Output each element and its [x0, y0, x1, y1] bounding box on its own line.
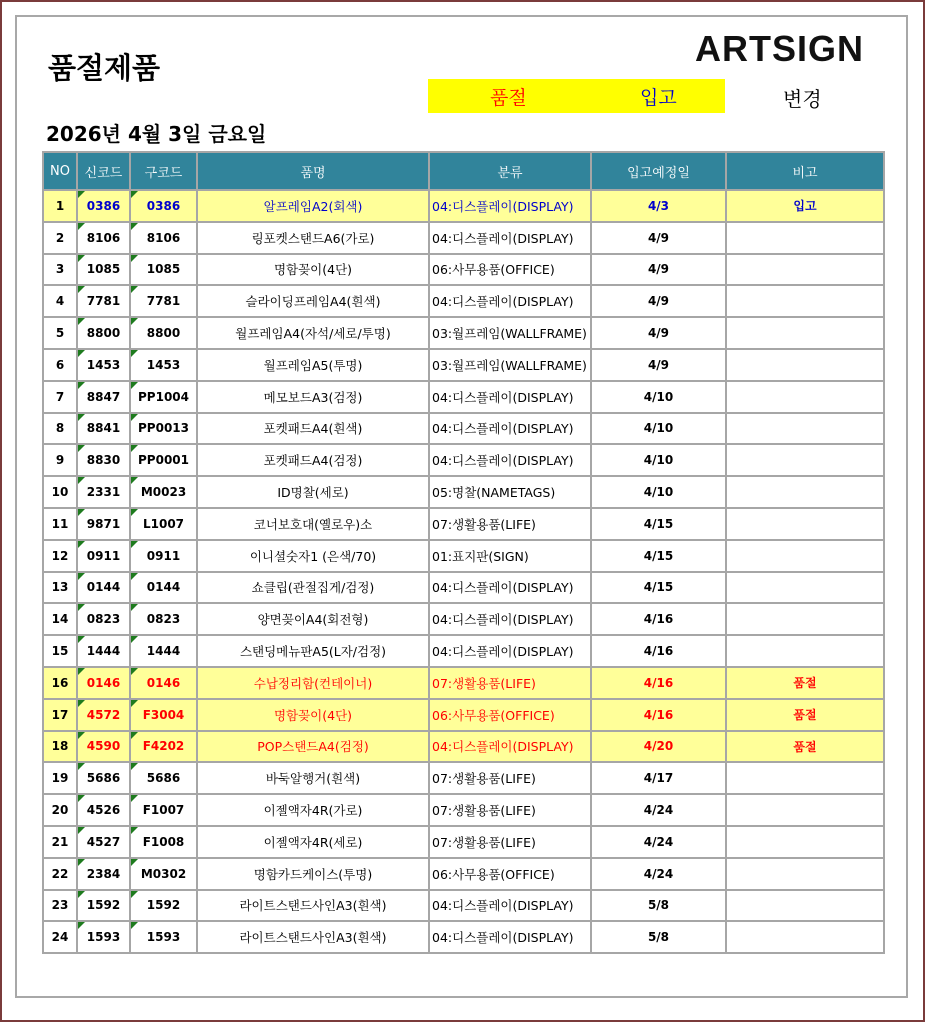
row-number[interactable]: 8: [43, 413, 77, 445]
category-cell[interactable]: 04:디스플레이(DISPLAY): [429, 381, 591, 413]
new-code-cell[interactable]: 4590: [77, 731, 130, 763]
restock-date-cell[interactable]: 4/10: [591, 444, 726, 476]
new-code-cell[interactable]: 4572: [77, 699, 130, 731]
restock-date-cell[interactable]: 4/10: [591, 476, 726, 508]
new-code-cell[interactable]: 0386: [77, 190, 130, 222]
restock-date-cell[interactable]: 4/20: [591, 731, 726, 763]
row-number[interactable]: 10: [43, 476, 77, 508]
category-cell[interactable]: 07:생활용품(LIFE): [429, 826, 591, 858]
restock-date-cell[interactable]: 4/24: [591, 826, 726, 858]
column-header-note[interactable]: 비고: [726, 152, 884, 190]
product-name-cell[interactable]: 메모보드A3(검정): [197, 381, 429, 413]
old-code-cell[interactable]: 8106: [130, 222, 197, 254]
row-number[interactable]: 4: [43, 285, 77, 317]
row-number[interactable]: 20: [43, 794, 77, 826]
restock-date-cell[interactable]: 4/16: [591, 667, 726, 699]
table-row: [43, 699, 884, 731]
new-code-cell[interactable]: 8841: [77, 413, 130, 445]
old-code-cell[interactable]: 1444: [130, 635, 197, 667]
table-row: [43, 222, 884, 254]
restock-date-cell[interactable]: 4/9: [591, 222, 726, 254]
table-row: [43, 285, 884, 317]
row-number[interactable]: 12: [43, 540, 77, 572]
product-name-cell[interactable]: 포켓패드A4(검정): [197, 444, 429, 476]
table-row: [43, 667, 884, 699]
category-cell[interactable]: 06:사무용품(OFFICE): [429, 254, 591, 286]
table-row: [43, 381, 884, 413]
page-title: 품절제품: [48, 51, 161, 85]
old-code-cell[interactable]: F3004: [130, 699, 197, 731]
category-cell[interactable]: 04:디스플레이(DISPLAY): [429, 921, 591, 953]
product-name-cell[interactable]: ID명찰(세로): [197, 476, 429, 508]
category-cell[interactable]: 03:월프레임(WALLFRAME): [429, 317, 591, 349]
product-name-cell[interactable]: 이젤액자4R(가로): [197, 794, 429, 826]
category-cell[interactable]: 06:사무용품(OFFICE): [429, 699, 591, 731]
note-cell[interactable]: 입고: [726, 190, 884, 222]
note-cell[interactable]: [726, 222, 884, 254]
old-code-cell[interactable]: 0386: [130, 190, 197, 222]
table-row: [43, 508, 884, 540]
row-number[interactable]: 2: [43, 222, 77, 254]
new-code-cell[interactable]: 1085: [77, 254, 130, 286]
legend-soldout: 품절: [428, 79, 671, 113]
old-code-cell[interactable]: 1085: [130, 254, 197, 286]
restock-date-cell[interactable]: 5/8: [591, 890, 726, 922]
row-number[interactable]: 15: [43, 635, 77, 667]
note-cell[interactable]: [726, 349, 884, 381]
row-number[interactable]: 14: [43, 603, 77, 635]
new-code-cell[interactable]: 7781: [77, 285, 130, 317]
old-code-cell[interactable]: M0023: [130, 476, 197, 508]
new-code-cell[interactable]: 8830: [77, 444, 130, 476]
row-number[interactable]: 21: [43, 826, 77, 858]
note-cell[interactable]: [726, 444, 884, 476]
restock-date-cell[interactable]: 4/9: [591, 254, 726, 286]
product-name-cell[interactable]: 링포켓스탠드A6(가로): [197, 222, 429, 254]
note-cell[interactable]: [726, 476, 884, 508]
category-cell[interactable]: 04:디스플레이(DISPLAY): [429, 444, 591, 476]
product-name-cell[interactable]: 양면꽂이A4(회전형): [197, 603, 429, 635]
restock-date-cell[interactable]: 4/17: [591, 762, 726, 794]
row-number[interactable]: 13: [43, 572, 77, 604]
row-number[interactable]: 19: [43, 762, 77, 794]
legend-change-label: 변경: [783, 87, 822, 111]
category-cell[interactable]: 04:디스플레이(DISPLAY): [429, 222, 591, 254]
table-row: [43, 762, 884, 794]
product-name-cell[interactable]: 쇼클립(관절집게/검정): [197, 572, 429, 604]
product-name-cell[interactable]: 스탠딩메뉴판A5(L자/검정): [197, 635, 429, 667]
note-cell[interactable]: [726, 921, 884, 953]
table-row: [43, 635, 884, 667]
restock-date-cell[interactable]: 4/15: [591, 572, 726, 604]
product-name-cell[interactable]: 라이트스탠드사인A3(흰색): [197, 921, 429, 953]
column-header-category[interactable]: 분류: [429, 152, 591, 190]
old-code-cell[interactable]: M0302: [130, 858, 197, 890]
row-number[interactable]: 6: [43, 349, 77, 381]
old-code-cell[interactable]: 0144: [130, 572, 197, 604]
product-name-cell[interactable]: 명함꽂이(4단): [197, 699, 429, 731]
table-row: [43, 317, 884, 349]
old-code-cell[interactable]: 0146: [130, 667, 197, 699]
note-cell[interactable]: 품절: [726, 731, 884, 763]
new-code-cell[interactable]: 0146: [77, 667, 130, 699]
new-code-cell[interactable]: 5686: [77, 762, 130, 794]
table-row: [43, 254, 884, 286]
old-code-cell[interactable]: L1007: [130, 508, 197, 540]
new-code-cell[interactable]: 1593: [77, 921, 130, 953]
old-code-cell[interactable]: PP1004: [130, 381, 197, 413]
old-code-cell[interactable]: F4202: [130, 731, 197, 763]
category-cell[interactable]: 04:디스플레이(DISPLAY): [429, 890, 591, 922]
new-code-cell[interactable]: 4526: [77, 794, 130, 826]
soldout-products-table: [42, 151, 885, 954]
table-row: [43, 540, 884, 572]
table-row: [43, 826, 884, 858]
note-cell[interactable]: [726, 317, 884, 349]
column-header-old-code[interactable]: 구코드: [130, 152, 197, 190]
restock-date-cell[interactable]: 4/9: [591, 317, 726, 349]
product-name-cell[interactable]: 슬라이딩프레임A4(흰색): [197, 285, 429, 317]
old-code-cell[interactable]: PP0013: [130, 413, 197, 445]
note-cell[interactable]: [726, 285, 884, 317]
category-cell[interactable]: 04:디스플레이(DISPLAY): [429, 285, 591, 317]
column-header-product-name[interactable]: 품명: [197, 152, 429, 190]
table-row: [43, 476, 884, 508]
old-code-cell[interactable]: 1593: [130, 921, 197, 953]
table-row: [43, 413, 884, 445]
product-name-cell[interactable]: 수납정리함(컨테이너): [197, 667, 429, 699]
new-code-cell[interactable]: 1592: [77, 890, 130, 922]
table-row: [43, 858, 884, 890]
new-code-cell[interactable]: 1453: [77, 349, 130, 381]
note-cell[interactable]: [726, 858, 884, 890]
category-cell[interactable]: 07:생활용품(LIFE): [429, 667, 591, 699]
note-cell[interactable]: [726, 635, 884, 667]
category-cell[interactable]: 05:명찰(NAMETAGS): [429, 476, 591, 508]
category-cell[interactable]: 04:디스플레이(DISPLAY): [429, 603, 591, 635]
restock-date-cell[interactable]: 4/24: [591, 794, 726, 826]
new-code-cell[interactable]: 0911: [77, 540, 130, 572]
brand-logo: ARTSIGN: [695, 28, 864, 69]
old-code-cell[interactable]: PP0001: [130, 444, 197, 476]
table-row: [43, 190, 884, 222]
restock-date-cell[interactable]: 5/8: [591, 921, 726, 953]
note-cell[interactable]: 품절: [726, 699, 884, 731]
new-code-cell[interactable]: 8847: [77, 381, 130, 413]
note-cell[interactable]: [726, 762, 884, 794]
new-code-cell[interactable]: 8800: [77, 317, 130, 349]
legend-instock: 입고: [600, 79, 725, 113]
category-cell[interactable]: 01:표지판(SIGN): [429, 540, 591, 572]
table-row: [43, 890, 884, 922]
new-code-cell[interactable]: 2384: [77, 858, 130, 890]
restock-date-cell[interactable]: 4/15: [591, 508, 726, 540]
category-cell[interactable]: 04:디스플레이(DISPLAY): [429, 190, 591, 222]
new-code-cell[interactable]: 1444: [77, 635, 130, 667]
category-cell[interactable]: 04:디스플레이(DISPLAY): [429, 635, 591, 667]
row-number[interactable]: 23: [43, 890, 77, 922]
note-cell[interactable]: [726, 381, 884, 413]
table-row: [43, 794, 884, 826]
category-cell[interactable]: 07:생활용품(LIFE): [429, 762, 591, 794]
restock-date-cell[interactable]: 4/9: [591, 349, 726, 381]
row-number[interactable]: 18: [43, 731, 77, 763]
category-cell[interactable]: 04:디스플레이(DISPLAY): [429, 413, 591, 445]
product-name-cell[interactable]: 명함꽂이(4단): [197, 254, 429, 286]
restock-date-cell[interactable]: 4/10: [591, 413, 726, 445]
product-name-cell[interactable]: 라이트스탠드사인A3(흰색): [197, 890, 429, 922]
old-code-cell[interactable]: 5686: [130, 762, 197, 794]
old-code-cell[interactable]: 1453: [130, 349, 197, 381]
category-cell[interactable]: 04:디스플레이(DISPLAY): [429, 572, 591, 604]
restock-date-cell[interactable]: 4/9: [591, 285, 726, 317]
note-cell[interactable]: 품절: [726, 667, 884, 699]
product-name-cell[interactable]: 코너보호대(옐로우)소: [197, 508, 429, 540]
old-code-cell[interactable]: 0823: [130, 603, 197, 635]
old-code-cell[interactable]: 8800: [130, 317, 197, 349]
restock-date-cell[interactable]: 4/16: [591, 603, 726, 635]
table-header-row: [43, 152, 884, 190]
column-header-no[interactable]: NO: [43, 152, 77, 190]
table-row: [43, 921, 884, 953]
restock-date-cell[interactable]: 4/16: [591, 635, 726, 667]
product-name-cell[interactable]: 월프레임A5(투명): [197, 349, 429, 381]
note-cell[interactable]: [726, 826, 884, 858]
column-header-restock-date[interactable]: 입고예정일: [591, 152, 726, 190]
table-row: [43, 572, 884, 604]
old-code-cell[interactable]: 1592: [130, 890, 197, 922]
product-name-cell[interactable]: 이니셜숫자1 (은색/70): [197, 540, 429, 572]
table-row: [43, 603, 884, 635]
note-cell[interactable]: [726, 572, 884, 604]
note-cell[interactable]: [726, 890, 884, 922]
note-cell[interactable]: [726, 254, 884, 286]
restock-date-cell[interactable]: 4/16: [591, 699, 726, 731]
product-name-cell[interactable]: POP스탠드A4(검정): [197, 731, 429, 763]
category-cell[interactable]: 04:디스플레이(DISPLAY): [429, 731, 591, 763]
category-cell[interactable]: 03:월프레임(WALLFRAME): [429, 349, 591, 381]
product-name-cell[interactable]: 포켓패드A4(흰색): [197, 413, 429, 445]
old-code-cell[interactable]: F1007: [130, 794, 197, 826]
new-code-cell[interactable]: 8106: [77, 222, 130, 254]
row-number[interactable]: 16: [43, 667, 77, 699]
note-cell[interactable]: [726, 413, 884, 445]
new-code-cell[interactable]: 2331: [77, 476, 130, 508]
row-number[interactable]: 3: [43, 254, 77, 286]
new-code-cell[interactable]: 0823: [77, 603, 130, 635]
note-cell[interactable]: [726, 508, 884, 540]
table-body: [43, 190, 884, 953]
restock-date-cell[interactable]: 4/10: [591, 381, 726, 413]
row-number[interactable]: 11: [43, 508, 77, 540]
row-number[interactable]: 24: [43, 921, 77, 953]
column-header-new-code[interactable]: 신코드: [77, 152, 130, 190]
product-name-cell[interactable]: 명함카드케이스(투명): [197, 858, 429, 890]
restock-date-cell[interactable]: 4/24: [591, 858, 726, 890]
old-code-cell[interactable]: 7781: [130, 285, 197, 317]
old-code-cell[interactable]: 0911: [130, 540, 197, 572]
row-number[interactable]: 1: [43, 190, 77, 222]
product-name-cell[interactable]: 알프레임A2(회색): [197, 190, 429, 222]
note-cell[interactable]: [726, 794, 884, 826]
category-cell[interactable]: 07:생활용품(LIFE): [429, 794, 591, 826]
new-code-cell[interactable]: 4527: [77, 826, 130, 858]
row-number[interactable]: 17: [43, 699, 77, 731]
old-code-cell[interactable]: F1008: [130, 826, 197, 858]
row-number[interactable]: 7: [43, 381, 77, 413]
new-code-cell[interactable]: 9871: [77, 508, 130, 540]
category-cell[interactable]: 07:생활용품(LIFE): [429, 508, 591, 540]
new-code-cell[interactable]: 0144: [77, 572, 130, 604]
restock-date-cell[interactable]: 4/3: [591, 190, 726, 222]
row-number[interactable]: 9: [43, 444, 77, 476]
table-row: [43, 444, 884, 476]
note-cell[interactable]: [726, 540, 884, 572]
row-number[interactable]: 22: [43, 858, 77, 890]
note-cell[interactable]: [726, 603, 884, 635]
product-name-cell[interactable]: 월프레임A4(자석/세로/투명): [197, 317, 429, 349]
category-cell[interactable]: 06:사무용품(OFFICE): [429, 858, 591, 890]
report-date: 2026년 4월 3일 금요일: [46, 122, 267, 146]
product-name-cell[interactable]: 이젤액자4R(세로): [197, 826, 429, 858]
row-number[interactable]: 5: [43, 317, 77, 349]
restock-date-cell[interactable]: 4/15: [591, 540, 726, 572]
product-name-cell[interactable]: 바둑알행거(흰색): [197, 762, 429, 794]
table-row: [43, 349, 884, 381]
table-row: [43, 731, 884, 763]
